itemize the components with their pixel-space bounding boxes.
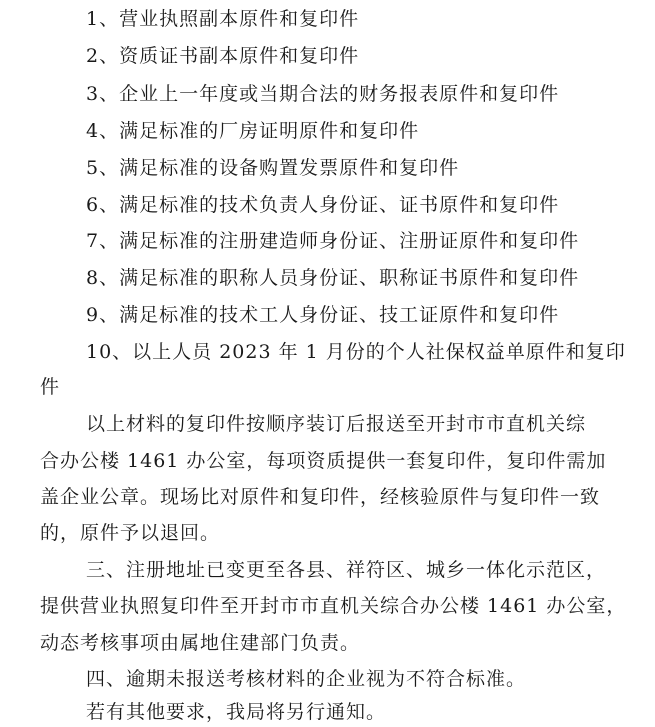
section-four: 四、逾期未报送考核材料的企业视为不符合标准。 — [86, 668, 527, 690]
list-item-2: 2、资质证书副本原件和复印件 — [86, 45, 360, 67]
list-item-7: 7、满足标准的注册建造师身份证、注册证原件和复印件 — [86, 230, 580, 252]
materials-paragraph-line-3: 盖企业公章。现场比对原件和复印件，经核验原件与复印件一致 — [40, 486, 601, 508]
list-item-5: 5、满足标准的设备购置发票原件和复印件 — [86, 157, 460, 179]
materials-paragraph-line-1: 以上材料的复印件按顺序装订后报送至开封市市直机关综 — [86, 413, 587, 435]
list-item-9: 9、满足标准的技术工人身份证、技工证原件和复印件 — [86, 304, 560, 326]
materials-paragraph-line-4: 的，原件予以退回。 — [40, 522, 221, 544]
list-item-1: 1、营业执照副本原件和复印件 — [86, 8, 360, 30]
closing-notice: 若有其他要求，我局将另行通知。 — [86, 701, 387, 723]
materials-paragraph-line-2: 合办公楼 1461 办公室，每项资质提供一套复印件，复印件需加 — [40, 450, 607, 472]
list-item-6: 6、满足标准的技术负责人身份证、证书原件和复印件 — [86, 194, 560, 216]
list-item-8: 8、满足标准的职称人员身份证、职称证书原件和复印件 — [86, 267, 580, 289]
list-item-4: 4、满足标准的厂房证明原件和复印件 — [86, 120, 420, 142]
section-three-line-3: 动态考核事项由属地住建部门负责。 — [40, 632, 361, 654]
list-item-10: 10、以上人员 2023 年 1 月份的个人社保权益单原件和复印 — [86, 341, 626, 363]
section-three-line-2: 提供营业执照复印件至开封市市直机关综合办公楼 1461 办公室， — [40, 595, 627, 617]
list-item-3: 3、企业上一年度或当期合法的财务报表原件和复印件 — [86, 83, 560, 105]
list-item-10-continued: 件 — [40, 376, 61, 398]
section-three-line-1: 三、注册地址已变更至各县、祥符区、城乡一体化示范区， — [86, 559, 607, 581]
